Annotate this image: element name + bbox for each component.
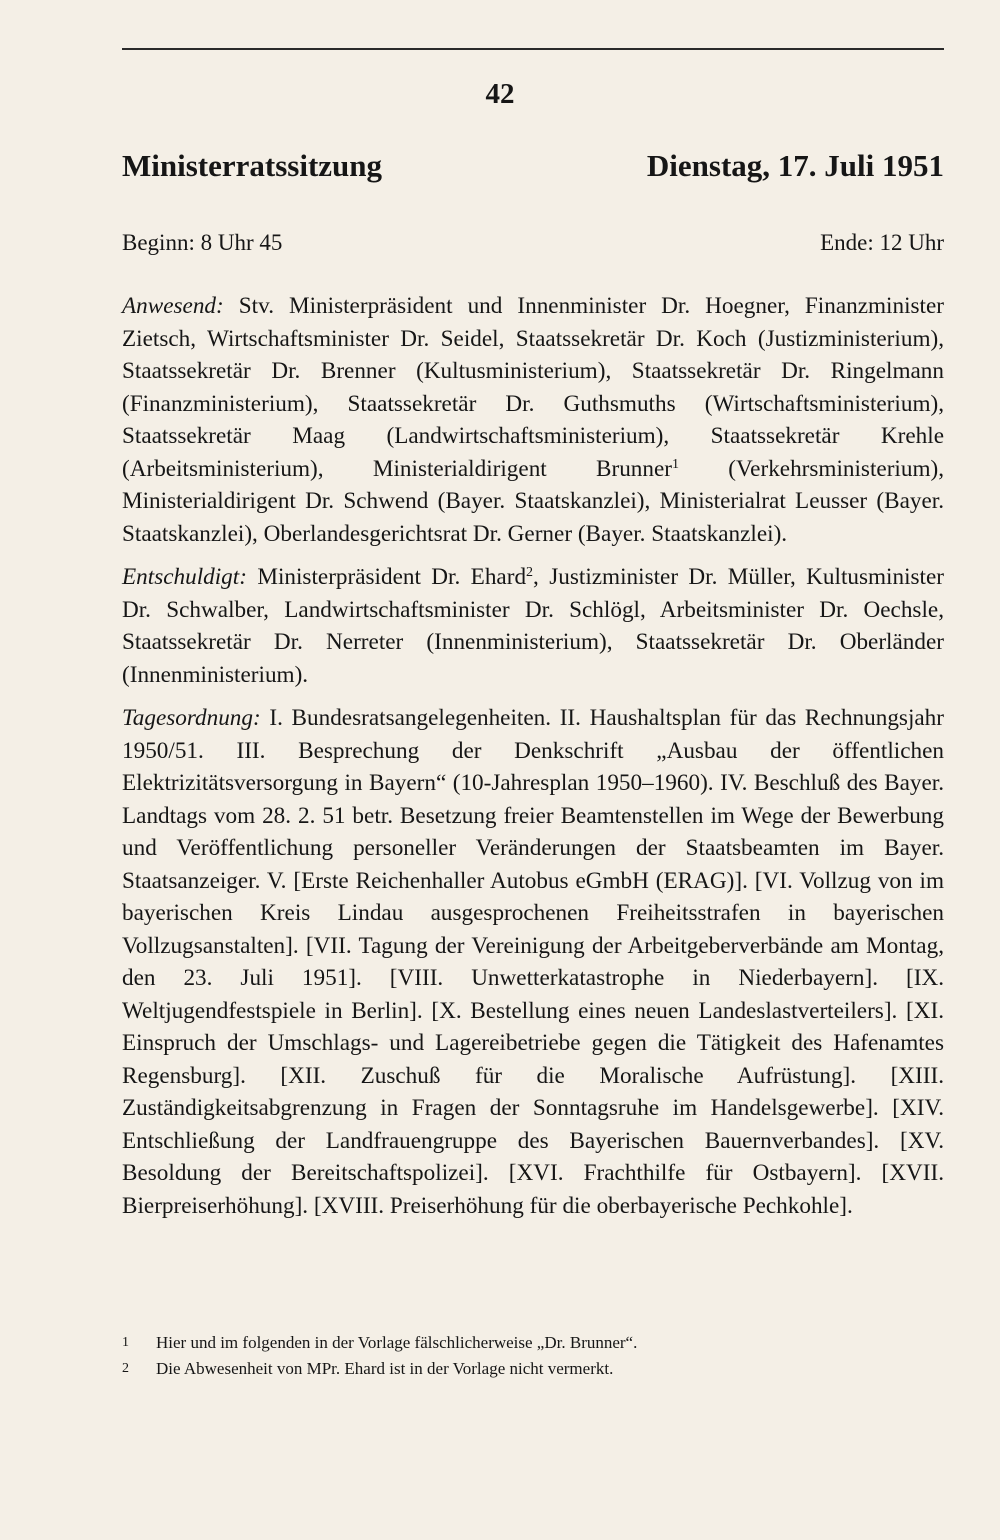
footnote-2: [122, 1356, 944, 1382]
footnote-ref-1: 1: [672, 456, 679, 472]
tagesordnung-text: I. Bundesratsangelegenheiten. II. Haushaltsplan für das Rechnungsjahr 1950/51. III. Besprechung der Denkschrift „Ausbau der öffentlichen Elektrizitätsversorgung in Bayern“ (10-Jahresplan 1950–1960). IV. Beschluß des Bayer. Landtags vom 28. 2. 51 betr. Besetzung freier Beamtenstellen im Wege der Bewerbung und Veröffentlichung personeller Veränderungen der Staatsbeamten im Bayer. Staatsanzeiger. V. [Erste Reichenhaller Autobus eGmbH (ERAG)]. [VI. Vollzug von im bayerischen Kreis Lindau ausgesprochenen Freiheitsstrafen in bayerischen Vollzugsanstalten]. [VII. Tagung der Vereinigung der Arbeitgeberverbände am Montag, den 23. Juli 1951]. [VIII. Unwetterkatastrophe in Niederbayern]. [IX. Weltjugendfestspiele in Berlin]. [X. Bestellung eines neuen Landeslastverteilers]. [XI. Einspruch der Umschlags- und Lagereibetriebe gegen die Tätigkeit des Hafenamtes Regensburg]. [XII. Zuschuß für die Moralische Aufrüstung]. [XIII. Zuständigkeitsabgrenzung in Fragen der Sonntagsruhe im Handelsgewerbe]. [XIV. Entschließung der Landfrauengruppe des Bayerischen Bauernverbandes]. [XV. Besoldung der Bereitschaftspolizei]. [XVI. Frachthilfe für Ostbayern]. [XVII. Bierpreiserhöhung]. [XVIII. Preiserhöhung für die oberbayerische Pechkohle].: [122, 705, 944, 1219]
anwesend-text-2: (Verkehrsministerium), Ministerialdirigent Dr. Schwend (Bayer. Staatskanzlei), Ministerialrat Leusser (Bayer. Staatskanzlei), Oberlandesgerichtsrat Dr. Gerner (Bayer. Staatskanzlei).: [122, 455, 945, 547]
page-number: 42: [485, 78, 515, 110]
entschuldigt-text-1: Ministerpräsident Dr. Ehard: [246, 564, 527, 590]
tagesordnung-label: Tagesordnung:: [122, 705, 261, 731]
footnote-number: 1: [122, 1335, 129, 1350]
footnotes: [122, 1330, 944, 1382]
body-text: [122, 290, 944, 1233]
begin-time: Beginn: 8 Uhr 45: [122, 230, 283, 255]
footnote-number: 2: [122, 1361, 129, 1376]
end-time: Ende: 12 Uhr: [820, 230, 944, 255]
title-date: Dienstag, 17. Juli 1951: [646, 148, 944, 183]
title-row: [122, 148, 944, 184]
entschuldigt-paragraph: [122, 561, 944, 691]
entschuldigt-label: Entschuldigt:: [122, 564, 247, 590]
anwesend-text-1: Stv. Ministerpräsident und Innenminister Dr. Hoegner, Finanzminister Zietsch, Wirtschaftsminister Dr. Seidel, Staatssekretär Dr. Koch (Justizministerium), Staatssekretär Dr. Brenner (Kultusministerium), Staatssekretär Dr. Ringelmann (Finanzministerium), Staatssekretär Dr. Guthsmuths (Wirtschaftsministerium), Staatssekretär Maag (Landwirtschaftsministerium), Staatssekretär Krehle (Arbeitsministerium), Ministerialdirigent Brunner: [122, 293, 944, 482]
footnote-text: Hier und im folgenden in der Vorlage fälschlicherweise „Dr. Brunner“.: [156, 1333, 638, 1352]
footnote-text: Die Abwesenheit von MPr. Ehard ist in der Vorlage nicht vermerkt.: [156, 1359, 614, 1378]
anwesend-paragraph: [122, 290, 944, 550]
anwesend-label: Anwesend:: [122, 293, 224, 319]
entschuldigt-text-2: , Justizminister Dr. Müller, Kultusminister Dr. Schwalber, Landwirtschaftsminister Dr. Schlögl, Arbeitsminister Dr. Oechsle, Staatssekretär Dr. Nerreter (Innenministerium), Staatssekretär Dr. Oberländer (Innenministerium).: [122, 564, 945, 688]
tagesordnung-paragraph: [122, 702, 944, 1222]
time-row: [122, 230, 944, 256]
title-left: Ministerratssitzung: [122, 148, 383, 183]
footnote-1: [122, 1330, 944, 1356]
header-rule: [122, 48, 944, 50]
footnote-ref-2: 2: [526, 565, 534, 580]
